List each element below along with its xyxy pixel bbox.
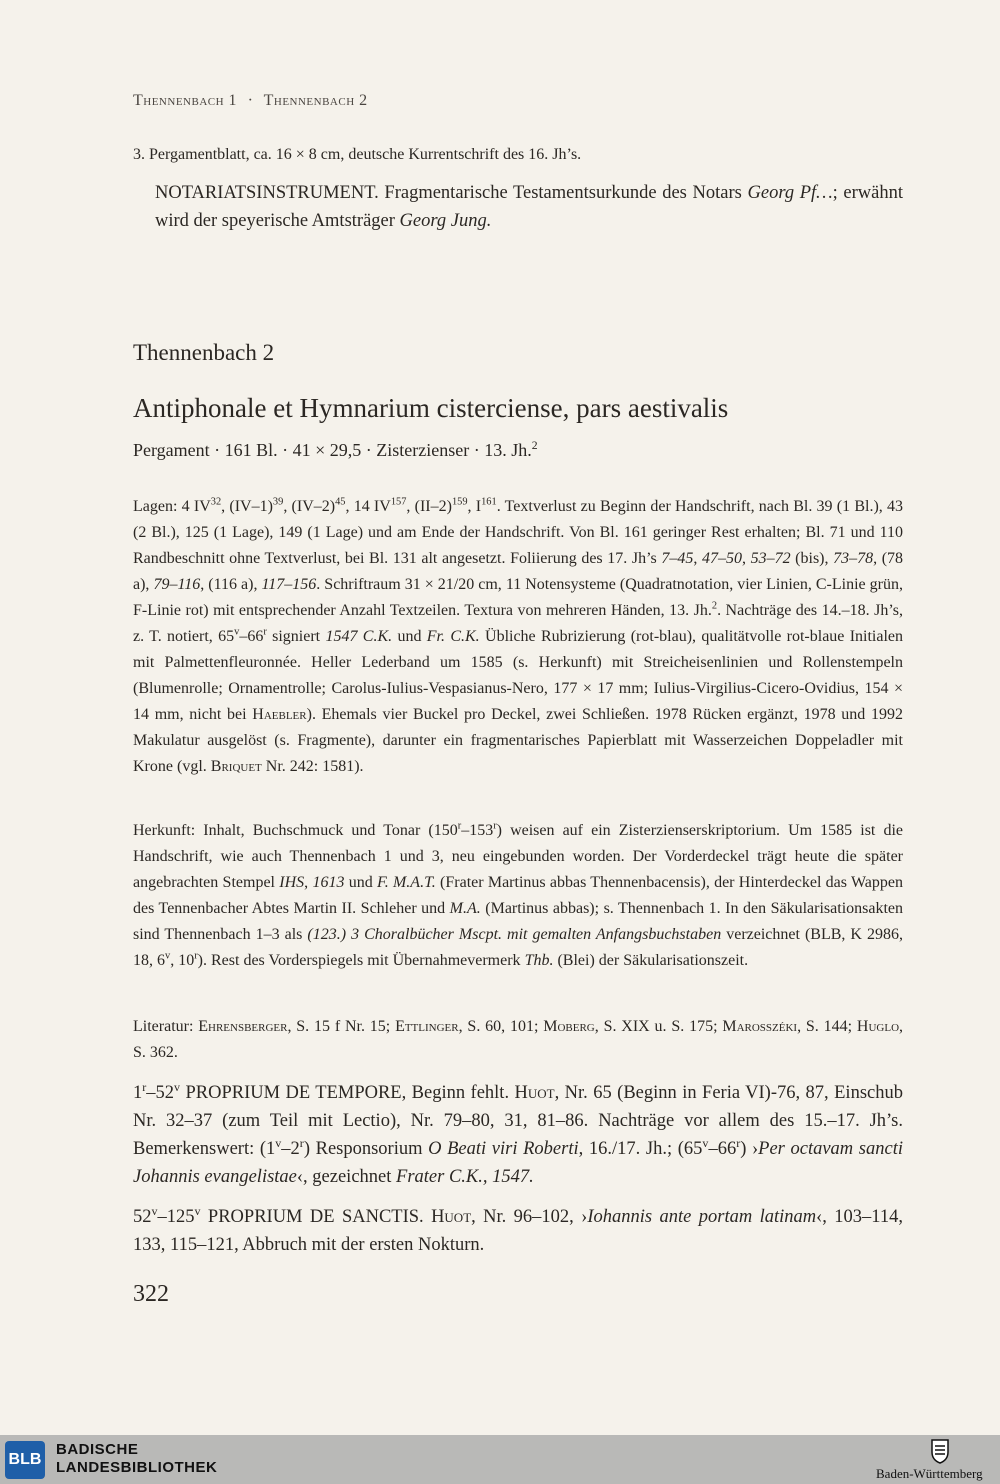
herkunft-paragraph: Herkunft: Inhalt, Buchschmuck und Tonar (150$^r$–153$^r$) weisen auf ein Zisterzienserskriptorium. Um 1585 ist die Handschrift, wie auch Thennenbach 1 und 3, neu eingebunden worden. Der Vorderdeckel trägt heute die später angebrachten Stempel IHS, 1613 und F. M.A.T. (Frater Martinus abbas Thennenbacensis), der Hinterdeckel das Wappen des Tennenbacher Abtes Martin II. Schleher und M.A. (Martinus abbas); s. Thennenbach 1. In den Säkularisationsakten sind Thennenbach 1–3 als (123.) 3 Choralbücher Mscpt. mit gemalten Anfangsbuchstaben verzeichnet (BLB, K 2986, 18, 6$^v$, 10$^r$). Rest des Vorderspiegels mit Übernahmevermerk Thb. (Blei) der Säkularisationszeit. bbox=[133, 820, 904, 969]
running-head bbox=[133, 92, 368, 110]
proprium-de-sanctis: 52$^v$–125$^v$ PROPRIUM DE SANCTIS. Huot, Nr. 96–102, ›Iohannis ante portam latinam‹, 103–114, 133, 115–121, Abbruch mit der ersten Nokturn. bbox=[133, 1203, 903, 1255]
running-head-right: Thennenbach 2 bbox=[263, 92, 368, 109]
coat-of-arms-icon bbox=[930, 1438, 950, 1464]
notariat-paragraph: NOTARIATSINSTRUMENT. Fragmentarische Testamentsurkunde des Notars Georg Pf…; erwähnt wird der speyerische Amtsträger Georg Jung. bbox=[155, 183, 903, 231]
manuscript-title: Antiphonale et Hymnarium cisterciense, pars aestivalis bbox=[133, 393, 729, 423]
manuscript-meta: Pergament · 161 Bl. · 41 × 29,5 · Zisterzienser · 13. Jh.$^2$ bbox=[133, 439, 538, 460]
library-name[interactable]: BADISCHE LANDESBIBLIOTHEK bbox=[56, 1441, 218, 1476]
literatur-paragraph: Literatur: Ehrensberger, S. 15 f Nr. 15; Ettlinger, S. 60, 101; Moberg, S. XIX u. S. 175; Marosszéki, S. 144; Huglo, S. 362. bbox=[133, 1018, 904, 1061]
page-number: 322 bbox=[133, 1281, 169, 1307]
running-head-left: Thennenbach 1 bbox=[133, 92, 238, 109]
state-name[interactable]: Baden-Württemberg bbox=[876, 1466, 983, 1481]
section-subtitle: Thennenbach 2 bbox=[133, 340, 275, 365]
running-head-separator: · bbox=[247, 92, 254, 109]
footer-bar bbox=[0, 1435, 1000, 1484]
proprium-de-tempore: 1$^r$–52$^v$ PROPRIUM DE TEMPORE, Beginn fehlt. Huot, Nr. 65 (Beginn in Feria VI)-76, 87, Einschub Nr. 32–37 (zum Teil mit Lectio), Nr. 79–80, 31, 81–86. Nachträge vor allem des 15.–17. Jh’s. Bemerkenswert: (1$^v$–2$^r$) Responsorium O Beati viri Roberti, 16./17. Jh.; (65$^v$–66$^r$) ›Per octavam sancti Johannis evangelistae‹, gezeichnet Frater C.K., 1547. bbox=[133, 1079, 903, 1187]
lagen-paragraph: Lagen: 4 IV$^{32}$, $(IV-1)^{39}$, $(IV-2)^{45}$, 14 IV$^{157}$, $(II-2)^{159}$, $I^{161}$. Textverlust zu Beginn der Handschrift, nach Bl. 39 (1 Bl.), 43 (2 Bl.), 125 (1 Lage), 149 (1 Lage) und am Ende der Handschrift. Von Bl. 161 geringer Rest erhalten; Bl. 71 und 110 Randbeschnitt ohne Textverlust, bei Bl. 131 alt angesetzt. Foliierung des 17. Jh’s 7–45, 47–50, 53–72 (bis), 73–78, (78 a), 79–116, (116 a), 117–156. Schriftraum 31 × 21/20 cm, 11 Notensysteme (Quadratnotation, vier Linien, C-Linie grün, F-Linie rot) mit entsprechender Anzahl Textzeilen. Textura von mehreren Händen, 13. Jh.$^2$. Nachträge des 14.–18. Jh’s, z. T. notiert, 65$^v$–66$^r$ signiert 1547 C.K. und Fr. C.K. Übliche Rubrizierung (rot-blau), qualitätvolle rot-blaue Initialen mit Palmettenfleuronnée. Heller Lederband um 1585 (s. Herkunft) mit Streicheisenlinien und Rollenstempeln (Blumenrolle; Ornamentrolle; Carolus-Iulius-Vespasianus-Nero, 177 × 17 mm; Iulius-Virgilius-Cicero-Ovidius, 154 × 14 mm, nicht bei Haebler). Ehemals vier Buckel pro Deckel, zwei Schließen. 1978 Rücken ergänzt, 1978 und 1992 Makulatur ausgelöst (s. Fragmente), darunter ein fragmentarisches Papierblatt mit Wasserzeichen Doppeladler mit Krone (vgl. Briquet Nr. 242: 1581). bbox=[133, 496, 904, 775]
blb-logo-icon[interactable]: BLB bbox=[5, 1441, 45, 1479]
item-3: 3. Pergamentblatt, ca. 16 × 8 cm, deutsche Kurrentschrift des 16. Jh’s. bbox=[133, 146, 582, 163]
